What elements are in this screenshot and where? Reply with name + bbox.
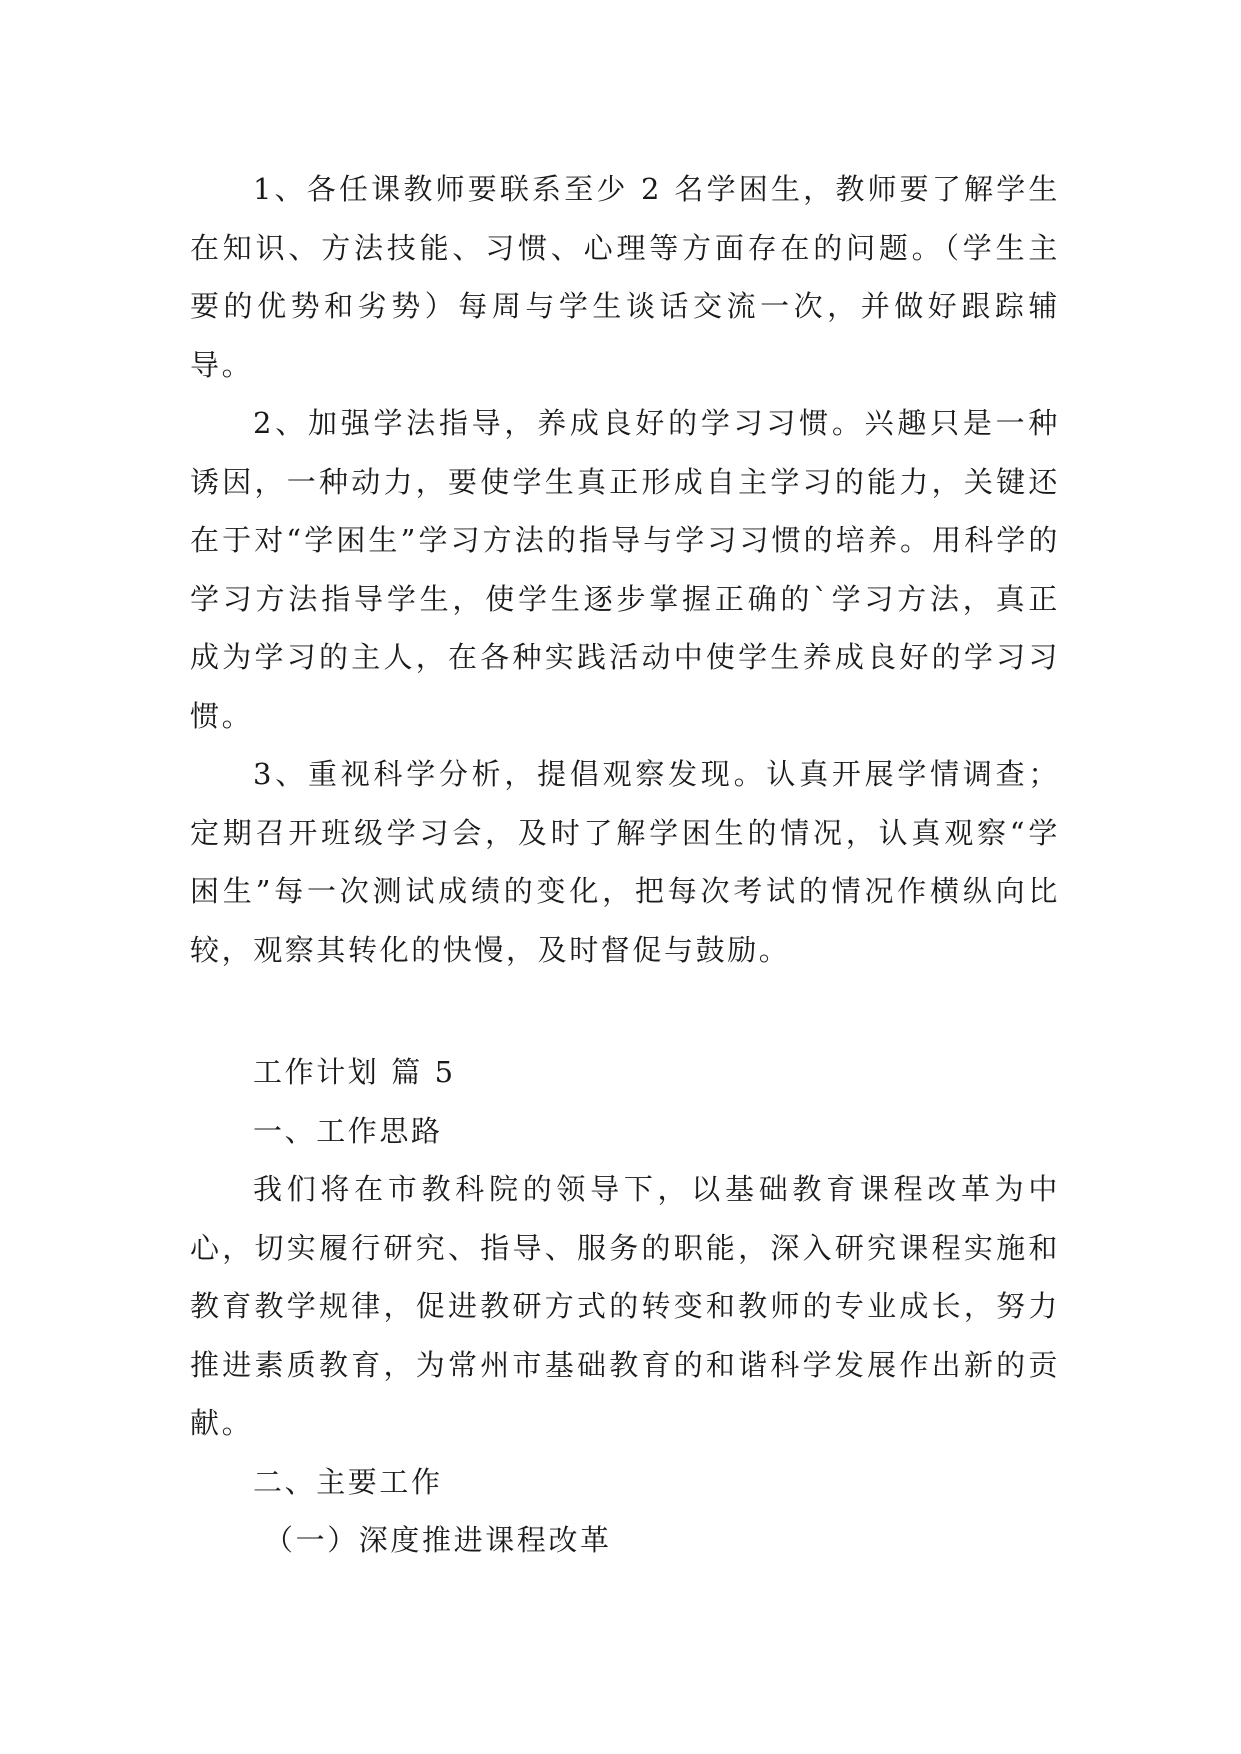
heading-work-ideas: 一、工作思路	[253, 1113, 443, 1148]
section-title: 工作计划 篇 5	[253, 1055, 456, 1089]
paragraph-work-ideas: 我们将在市教科院的领导下，以基础教育课程改革为中心，切实履行研究、指导、服务的职能，深入研究课程实施和教育教学规律，促进教研方式的转变和教师的专业成长，努力推进素质教育，为常州市基础教育的和谐科学发展作出新的贡献。	[190, 1172, 1060, 1440]
document-body	[190, 160, 1060, 1570]
section-spacer	[190, 979, 1060, 1043]
paragraph-item-2: 2、加强学法指导，养成良好的学习习惯。兴趣只是一种诱因，一种动力，要使学生真正形成自主学习的能力，关键还在于对“学困生”学习方法的指导与学习习惯的培养。用科学的学习方法指导学生，使学生逐步掌握正确的`学习方法，真正成为学习的主人，在各种实践活动中使学生养成良好的学习习惯。	[190, 406, 1060, 733]
paragraph-item-1: 1、各任课教师要联系至少 2 名学困生，教师要了解学生在知识、方法技能、习惯、心理等方面存在的问题。（学生主要的优势和劣势）每周与学生谈话交流一次，并做好跟踪辅导。	[190, 172, 1060, 382]
paragraph-item-3: 3、重视科学分析，提倡观察发现。认真开展学情调查；定期召开班级学习会，及时了解学困生的情况，认真观察“学困生”每一次测试成绩的变化，把每次考试的情况作横纵向比较，观察其转化的快慢，及时督促与鼓励。	[190, 757, 1060, 967]
subheading-curriculum-reform: （一）深度推进课程改革	[264, 1523, 612, 1557]
heading-main-work: 二、主要工作	[253, 1464, 443, 1499]
